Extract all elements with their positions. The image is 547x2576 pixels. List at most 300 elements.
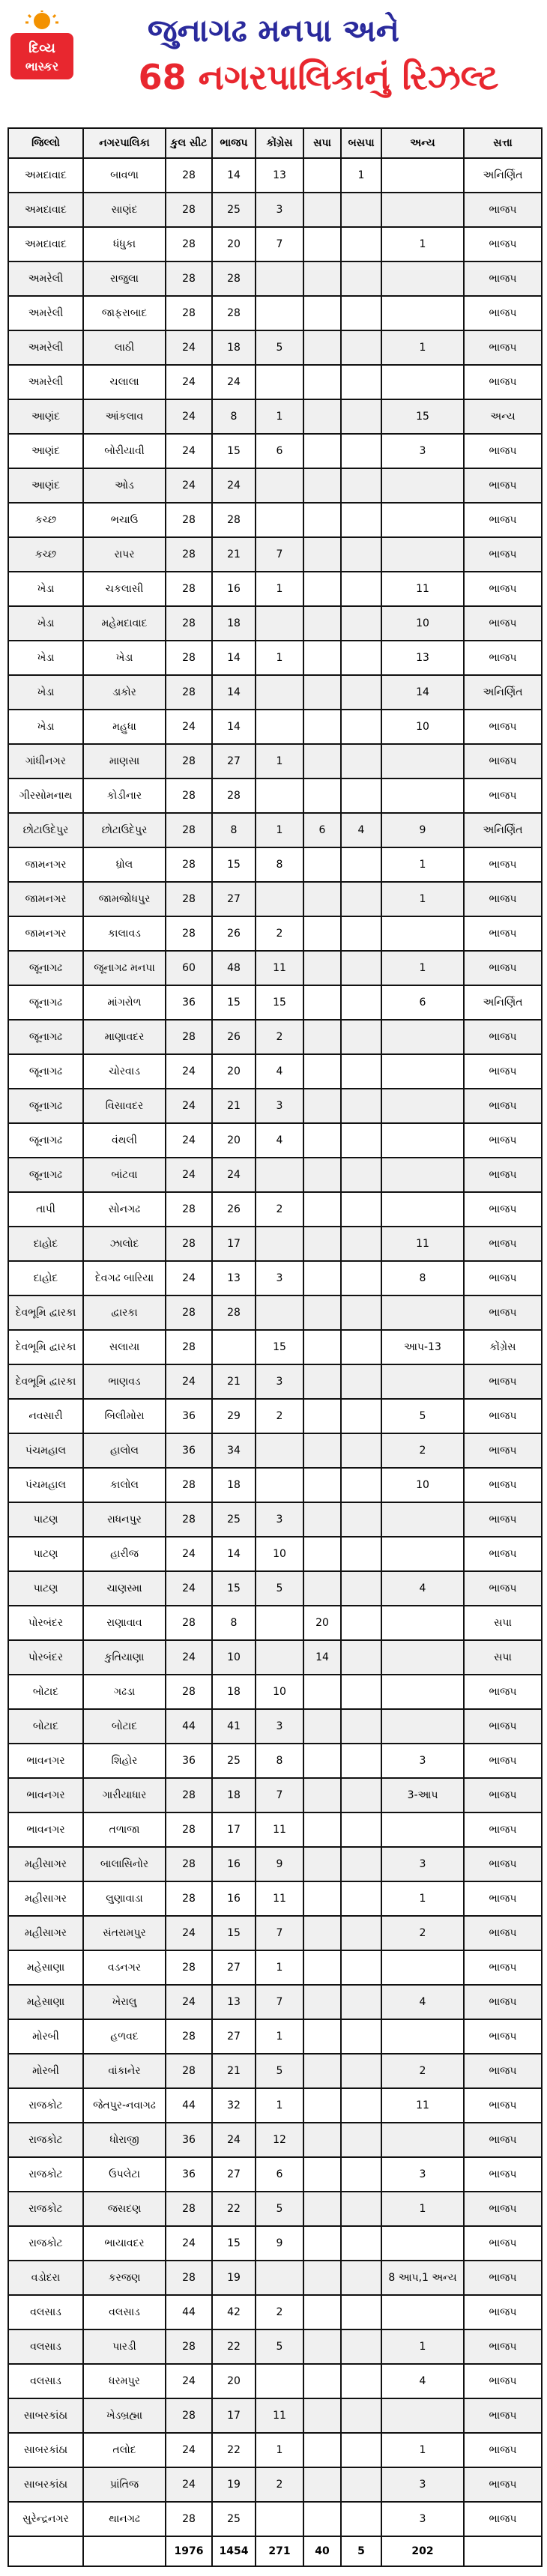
totals-row	[8, 2536, 542, 2566]
cell-total-seats: 44	[166, 1709, 212, 1744]
cell-bsp	[341, 1881, 381, 1916]
cell-municipality: બિલીમોરા	[83, 1399, 166, 1433]
cell-power: ભાજપ	[464, 606, 542, 641]
cell-district: ખેડા	[8, 710, 83, 744]
header	[0, 0, 547, 105]
cell-congress	[256, 1640, 303, 1675]
cell-bsp	[341, 537, 381, 572]
cell-bsp	[341, 261, 381, 296]
table-row	[8, 778, 542, 813]
cell-others: 11	[381, 1227, 464, 1261]
cell-municipality: ભાણવડ	[83, 1364, 166, 1399]
cell-power: અન્ય	[464, 399, 542, 434]
cell-bjp: 20	[212, 227, 256, 261]
table-row	[8, 2502, 542, 2536]
cell-power: ભાજપ	[464, 330, 542, 365]
table-row	[8, 1640, 542, 1675]
cell-power: ભાજપ	[464, 2364, 542, 2398]
col-header-bsp: બસપા	[341, 128, 381, 158]
cell-district: નવસારી	[8, 1399, 83, 1433]
cell-bsp	[341, 1537, 381, 1571]
cell-congress	[256, 606, 303, 641]
cell-bsp	[341, 572, 381, 606]
cell-bsp	[341, 468, 381, 503]
cell-bjp: 27	[212, 744, 256, 778]
cell-bjp: 25	[212, 2502, 256, 2536]
table-row	[8, 1020, 542, 1054]
cell-bsp	[341, 1502, 381, 1537]
cell-bjp: 18	[212, 606, 256, 641]
cell-power: ભાજપ	[464, 1675, 542, 1709]
cell-sp	[303, 1261, 341, 1295]
cell-others	[381, 503, 464, 537]
cell-total-seats: 28	[166, 296, 212, 330]
cell-sp	[303, 1778, 341, 1812]
cell-bjp: 14	[212, 158, 256, 193]
cell-bjp: 22	[212, 2192, 256, 2226]
cell-sp	[303, 1089, 341, 1123]
cell-bsp: 4	[341, 813, 381, 847]
cell-total-seats: 44	[166, 2295, 212, 2329]
cell-others: 1	[381, 2433, 464, 2467]
cell-municipality: વાંકાનેર	[83, 2054, 166, 2088]
cell-total-seats: 44	[166, 2088, 212, 2123]
cell-power: ભાજપ	[464, 1847, 542, 1881]
cell-power: ભાજપ	[464, 434, 542, 468]
cell-power: ભાજપ	[464, 1709, 542, 1744]
cell-municipality: રાજુલા	[83, 261, 166, 296]
cell-bsp	[341, 675, 381, 710]
table-row	[8, 641, 542, 675]
cell-total-seats: 24	[166, 1054, 212, 1089]
cell-municipality: ધોરાજી	[83, 2123, 166, 2157]
cell-power: ભાજપ	[464, 2226, 542, 2261]
cell-congress: 11	[256, 1812, 303, 1847]
table-row	[8, 2364, 542, 2398]
cell-district: મહીસાગર	[8, 1916, 83, 1950]
table-row	[8, 1295, 542, 1330]
cell-municipality: કાલાવડ	[83, 916, 166, 951]
cell-congress: 1	[256, 813, 303, 847]
cell-municipality: જૂનાગઢ મનપા	[83, 951, 166, 985]
cell-bjp: 20	[212, 1123, 256, 1158]
cell-district: તાપી	[8, 1192, 83, 1227]
cell-municipality: ગઢડા	[83, 1675, 166, 1709]
cell-district: ભાવનગર	[8, 1744, 83, 1778]
table-row	[8, 1364, 542, 1399]
cell-power: ભાજપ	[464, 2329, 542, 2364]
cell-municipality: ભાયાવદર	[83, 2226, 166, 2261]
table-row	[8, 1123, 542, 1158]
cell-bjp: 13	[212, 1261, 256, 1295]
cell-power: ભાજપ	[464, 227, 542, 261]
cell-others: 11	[381, 572, 464, 606]
cell-district: વલસાડ	[8, 2329, 83, 2364]
cell-power: ભાજપ	[464, 2123, 542, 2157]
cell-municipality: માણાવદર	[83, 1020, 166, 1054]
cell-municipality: ખેડા	[83, 641, 166, 675]
cell-district: રાજકોટ	[8, 2192, 83, 2226]
cell-municipality: હાલોલ	[83, 1433, 166, 1468]
cell-bsp	[341, 2467, 381, 2502]
cell-total-seats: 24	[166, 1261, 212, 1295]
cell-bjp: 20	[212, 2364, 256, 2398]
cell-power: ભાજપ	[464, 2019, 542, 2054]
cell-municipality: ડાકોર	[83, 675, 166, 710]
cell-sp	[303, 847, 341, 882]
table-row	[8, 2019, 542, 2054]
cell-total-seats: 24	[166, 1571, 212, 1606]
cell-power: ભાજપ	[464, 2054, 542, 2088]
cell-power: ભાજપ	[464, 2295, 542, 2329]
cell-sp	[303, 1295, 341, 1330]
cell-others	[381, 1709, 464, 1744]
cell-district: અમરેલી	[8, 365, 83, 399]
cell-municipality: વંથલી	[83, 1123, 166, 1158]
cell-total-seats: 28	[166, 1227, 212, 1261]
cell-congress: 2	[256, 916, 303, 951]
cell-municipality: કુતિયાણા	[83, 1640, 166, 1675]
cell-bsp	[341, 778, 381, 813]
cell-district: ખેડા	[8, 572, 83, 606]
cell-others: 3	[381, 1847, 464, 1881]
cell-power: ભાજપ	[464, 1261, 542, 1295]
cell-bsp	[341, 365, 381, 399]
cell-total-seats: 28	[166, 1812, 212, 1847]
cell-sp	[303, 537, 341, 572]
table-row	[8, 1812, 542, 1847]
table-row	[8, 813, 542, 847]
cell-bjp: 24	[212, 468, 256, 503]
cell-congress: 1	[256, 744, 303, 778]
cell-municipality: બાંટવા	[83, 1158, 166, 1192]
table-row	[8, 1502, 542, 1537]
cell-bsp	[341, 2295, 381, 2329]
cell-sp	[303, 434, 341, 468]
cell-congress	[256, 882, 303, 916]
cell-power: ભાજપ	[464, 916, 542, 951]
cell-sp	[303, 2364, 341, 2398]
cell-bjp: 28	[212, 1295, 256, 1330]
table-row	[8, 2398, 542, 2433]
cell-power: ભાજપ	[464, 1812, 542, 1847]
total-bjp: 1454	[212, 2536, 256, 2566]
cell-sp: 20	[303, 1606, 341, 1640]
cell-district: મહેસાણા	[8, 1985, 83, 2019]
total-total-seats: 1976	[166, 2536, 212, 2566]
cell-bjp: 24	[212, 365, 256, 399]
cell-others: 5	[381, 1399, 464, 1433]
cell-congress: 9	[256, 2226, 303, 2261]
cell-municipality: ચાણસ્મા	[83, 1571, 166, 1606]
cell-others: 1	[381, 2192, 464, 2226]
cell-bsp	[341, 2261, 381, 2295]
cell-bjp: 17	[212, 1812, 256, 1847]
cell-sp	[303, 1399, 341, 1433]
col-header-bjp: ભાજપ	[212, 128, 256, 158]
cell-total-seats: 36	[166, 2123, 212, 2157]
cell-sp	[303, 2157, 341, 2192]
cell-district: વલસાડ	[8, 2364, 83, 2398]
cell-others	[381, 365, 464, 399]
cell-bjp: 28	[212, 503, 256, 537]
cell-bsp	[341, 606, 381, 641]
table-row	[8, 606, 542, 641]
cell-sp	[303, 916, 341, 951]
cell-district: ખેડા	[8, 641, 83, 675]
cell-congress: 5	[256, 2192, 303, 2226]
cell-total-seats: 28	[166, 606, 212, 641]
cell-power: ભાજપ	[464, 1433, 542, 1468]
cell-district: વડોદરા	[8, 2261, 83, 2295]
cell-municipality: લુણાવાડા	[83, 1881, 166, 1916]
cell-bsp	[341, 2502, 381, 2536]
table-row	[8, 1192, 542, 1227]
cell-congress: 7	[256, 1916, 303, 1950]
cell-congress	[256, 468, 303, 503]
cell-others	[381, 1606, 464, 1640]
cell-municipality: જાફરાબાદ	[83, 296, 166, 330]
cell-bsp	[341, 1778, 381, 1812]
cell-congress: 1	[256, 399, 303, 434]
cell-bjp: 27	[212, 1950, 256, 1985]
cell-bsp	[341, 1020, 381, 1054]
cell-power: ભાજપ	[464, 1881, 542, 1916]
cell-others	[381, 916, 464, 951]
cell-district: અમદાવાદ	[8, 193, 83, 227]
cell-congress: 7	[256, 1985, 303, 2019]
cell-sp	[303, 2226, 341, 2261]
cell-others	[381, 1950, 464, 1985]
cell-bsp	[341, 1433, 381, 1468]
cell-power: ભાજપ	[464, 296, 542, 330]
cell-others	[381, 2226, 464, 2261]
cell-municipality: સલાયા	[83, 1330, 166, 1364]
cell-power: ભાજપ	[464, 365, 542, 399]
cell-bsp	[341, 710, 381, 744]
cell-sp	[303, 1468, 341, 1502]
cell-sp	[303, 606, 341, 641]
cell-power: ભાજપ	[464, 1227, 542, 1261]
cell-total-seats: 28	[166, 572, 212, 606]
cell-total-seats: 28	[166, 2502, 212, 2536]
cell-district: કચ્છ	[8, 537, 83, 572]
cell-municipality: ચોરવાડ	[83, 1054, 166, 1089]
cell-others: 1	[381, 330, 464, 365]
cell-congress: 6	[256, 2157, 303, 2192]
cell-municipality: કાલોલ	[83, 1468, 166, 1502]
col-header-others: અન્ય	[381, 128, 464, 158]
cell-total-seats: 24	[166, 710, 212, 744]
cell-total-seats: 28	[166, 1675, 212, 1709]
table-row	[8, 1606, 542, 1640]
cell-bjp: 41	[212, 1709, 256, 1744]
cell-congress: 8	[256, 847, 303, 882]
cell-power: ભાજપ	[464, 1744, 542, 1778]
cell-bjp: 16	[212, 572, 256, 606]
cell-others: 3-આપ	[381, 1778, 464, 1812]
cell-municipality: માંગરોળ	[83, 985, 166, 1020]
cell-congress: 3	[256, 1502, 303, 1537]
table-row	[8, 1468, 542, 1502]
cell-total-seats: 36	[166, 1744, 212, 1778]
cell-others	[381, 1502, 464, 1537]
cell-bsp	[341, 1364, 381, 1399]
table-row	[8, 2192, 542, 2226]
cell-bjp: 8	[212, 399, 256, 434]
cell-sp	[303, 1744, 341, 1778]
cell-bjp: 13	[212, 1985, 256, 2019]
cell-bsp	[341, 503, 381, 537]
cell-sp	[303, 1364, 341, 1399]
cell-district: આણંદ	[8, 434, 83, 468]
cell-sp	[303, 1054, 341, 1089]
cell-bsp	[341, 399, 381, 434]
cell-municipality: પારડી	[83, 2329, 166, 2364]
cell-total-seats: 28	[166, 1468, 212, 1502]
cell-power: ભાજપ	[464, 2088, 542, 2123]
table-row	[8, 193, 542, 227]
cell-sp	[303, 1985, 341, 2019]
cell-bjp: 42	[212, 2295, 256, 2329]
cell-congress: 10	[256, 1537, 303, 1571]
svg-text:દિવ્ય: દિવ્ય	[28, 40, 55, 56]
cell-municipality: ધ્રોલ	[83, 847, 166, 882]
cell-sp	[303, 710, 341, 744]
cell-bsp	[341, 847, 381, 882]
cell-municipality: કરજણ	[83, 2261, 166, 2295]
cell-bjp: 14	[212, 641, 256, 675]
cell-others	[381, 261, 464, 296]
cell-district: જામનગર	[8, 916, 83, 951]
table-row	[8, 365, 542, 399]
cell-congress: 15	[256, 1330, 303, 1364]
cell-municipality: મહુધા	[83, 710, 166, 744]
cell-power: ભાજપ	[464, 710, 542, 744]
table-row	[8, 2433, 542, 2467]
cell-municipality: વિસાવદર	[83, 1089, 166, 1123]
cell-total-seats: 60	[166, 951, 212, 985]
cell-bsp	[341, 2329, 381, 2364]
cell-district: રાજકોટ	[8, 2226, 83, 2261]
cell-total-seats: 28	[166, 2054, 212, 2088]
cell-district: સાબરકાંઠા	[8, 2467, 83, 2502]
cell-municipality: રાણાવાવ	[83, 1606, 166, 1640]
cell-municipality: ધરમપુર	[83, 2364, 166, 2398]
cell-total-seats: 24	[166, 1089, 212, 1123]
cell-others: 1	[381, 227, 464, 261]
cell-total-seats: 28	[166, 2398, 212, 2433]
cell-others	[381, 1537, 464, 1571]
col-header-municipality: નગરપાલિકા	[83, 128, 166, 158]
cell-total-seats: 28	[166, 1330, 212, 1364]
cell-others: 6	[381, 985, 464, 1020]
cell-sp	[303, 296, 341, 330]
cell-bsp	[341, 1606, 381, 1640]
cell-total-seats: 28	[166, 2192, 212, 2226]
col-header-congress: કોંગ્રેસ	[256, 128, 303, 158]
cell-sp	[303, 1571, 341, 1606]
cell-power: સપા	[464, 1606, 542, 1640]
cell-power: ભાજપ	[464, 1020, 542, 1054]
table-row	[8, 2295, 542, 2329]
cell-sp	[303, 2088, 341, 2123]
cell-others	[381, 2019, 464, 2054]
table-row	[8, 1916, 542, 1950]
cell-congress	[256, 1158, 303, 1192]
cell-congress	[256, 1606, 303, 1640]
results-table	[7, 127, 543, 2567]
cell-sp	[303, 2502, 341, 2536]
cell-congress: 2	[256, 2295, 303, 2329]
cell-bjp: 17	[212, 2398, 256, 2433]
cell-others	[381, 1192, 464, 1227]
cell-sp	[303, 2467, 341, 2502]
table-row	[8, 330, 542, 365]
cell-bjp: 21	[212, 2054, 256, 2088]
cell-district: અમરેલી	[8, 330, 83, 365]
cell-others	[381, 1364, 464, 1399]
cell-total-seats: 28	[166, 537, 212, 572]
table-row	[8, 1847, 542, 1881]
cell-bjp	[212, 1330, 256, 1364]
cell-congress: 15	[256, 985, 303, 1020]
cell-bsp	[341, 882, 381, 916]
cell-power: ભાજપ	[464, 2261, 542, 2295]
cell-district: પંચમહાલ	[8, 1468, 83, 1502]
cell-others	[381, 2123, 464, 2157]
cell-total-seats: 24	[166, 2226, 212, 2261]
cell-power: ભાજપ	[464, 778, 542, 813]
cell-bsp	[341, 951, 381, 985]
cell-municipality: તળાજા	[83, 1812, 166, 1847]
cell-bsp	[341, 2364, 381, 2398]
cell-total-seats: 28	[166, 227, 212, 261]
cell-sp	[303, 1709, 341, 1744]
cell-sp	[303, 261, 341, 296]
cell-others	[381, 1640, 464, 1675]
cell-power: ભાજપ	[464, 1468, 542, 1502]
cell-municipality: તલોદ	[83, 2433, 166, 2467]
cell-district: જૂનાગઢ	[8, 951, 83, 985]
cell-district: ભાવનગર	[8, 1812, 83, 1847]
cell-bsp	[341, 2398, 381, 2433]
cell-municipality: વલસાડ	[83, 2295, 166, 2329]
cell-district: પોરબંદર	[8, 1606, 83, 1640]
cell-power: ભાજપ	[464, 1571, 542, 1606]
cell-power: ભાજપ	[464, 1364, 542, 1399]
cell-bsp	[341, 434, 381, 468]
cell-municipality: ચકલાસી	[83, 572, 166, 606]
cell-congress: 1	[256, 641, 303, 675]
cell-sp	[303, 1227, 341, 1261]
cell-total-seats: 24	[166, 2364, 212, 2398]
cell-power: ભાજપ	[464, 2157, 542, 2192]
table-row	[8, 2123, 542, 2157]
table-row	[8, 1709, 542, 1744]
cell-congress: 11	[256, 951, 303, 985]
cell-total-seats: 24	[166, 1916, 212, 1950]
cell-others: 3	[381, 2467, 464, 2502]
cell-district: જામનગર	[8, 882, 83, 916]
cell-municipality: માણસા	[83, 744, 166, 778]
cell-total-seats: 28	[166, 778, 212, 813]
cell-bjp: 18	[212, 330, 256, 365]
total-power	[464, 2536, 542, 2566]
cell-total-seats: 24	[166, 468, 212, 503]
cell-power: ભાજપ	[464, 1778, 542, 1812]
cell-total-seats: 24	[166, 365, 212, 399]
